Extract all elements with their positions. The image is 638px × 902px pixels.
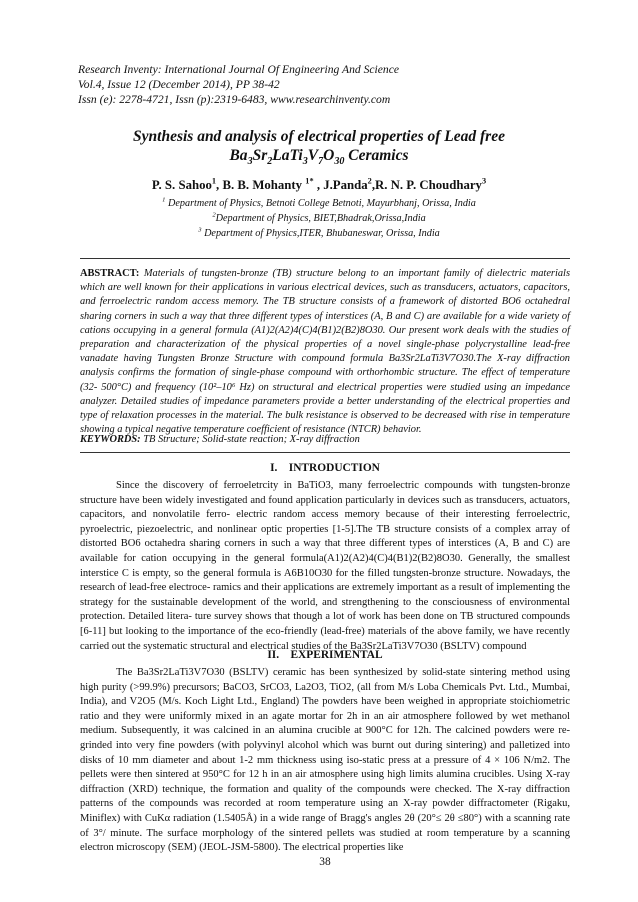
- divider: [80, 452, 570, 453]
- affiliation-2: $^2$Department of Physics, BIET,Bhadrak,Orissa,India: [212, 211, 426, 224]
- affiliation-1: $^1$ Department of Physics, Betnoti College Betnoti, Mayurbhanj, Orissa, India: [162, 196, 476, 209]
- author-list: P. S. Sahoo$^1$, B. B. Mohanty $^{1*}$ , J.Panda$^2$,R. N. P. Choudhary$^3$: [151, 176, 487, 192]
- keywords: [80, 434, 570, 445]
- affiliation-3: $^3$ Department of Physics,ITER, Bhubaneswar, Orissa, India: [198, 226, 440, 239]
- page-number: 38: [319, 856, 331, 868]
- author-name: P. S. Sahoo: [151, 178, 212, 192]
- experimental-paragraph: The Ba3Sr2LaTi3V7O30 (BSLTV) ceramic has been synthesized by solid-state sintering method using high purity (>99.9%) precursors; BaCO3, SrCO3, La2O3, TiO2, (all from M/s Loba Chemicals Pvt. Ltd., Mumbai, India), and V2O5 (M/s. Koch Light Ltd., England) The powders have been weighed in appropriate stoichiometric ratio and they were uniformly mixed in an agate mortar for 2h in an air atmosphere followed by wet methanol medium. Subsequently, it was calcined in an alumina crucible at 900°C for 12h. The calcined powders were re-grinded into very fine powders (with polyvinyl alcohol which was burnt out during sintering) and palletized into disks of 10 mm diameter and about 1-2 mm thickness using iso-static press at a pressure of 4 × 106 N/m2. The pellets were then sintered at 950°C for 12 h in an air atmosphere using high limits alumina crucibles. Using X-ray diffraction (XRD) technique, the formation and quality of the compounds were checked. The X-ray diffraction patterns of the compounds was recorded at room temperature using an X-ray powder diffractometer (Rigaku, Miniflex) with CuKα radiation (1.5405Å) in a wide range of Bragg's angles 2θ (20°≤ 2θ ≤80°) with a scanning rate of 3°/ minute. The surface morphology of the sintered pellets was studied at room temperature by a scanning electron microscopy (SEM) (JEOL-JSM-5800). The electrical properties like: [80, 667, 570, 854]
- divider: [80, 258, 570, 259]
- journal-issn: Issn (e): 2278-4721, Issn (p):2319-6483, www.researchinventy.com: [78, 93, 391, 106]
- paper-title: [60, 127, 578, 168]
- journal-name: Research Inventy: International Journal Of Engineering And Science: [78, 63, 399, 76]
- abstract: [80, 267, 570, 437]
- introduction-body: [80, 479, 570, 654]
- section-heading-experimental: II. EXPERIMENTAL: [267, 649, 383, 661]
- author-name: , J.Panda: [316, 178, 368, 192]
- author-name: ,R. N. P. Choudhary: [371, 178, 482, 192]
- introduction-paragraph: Since the discovery of ferroeletrcity in BaTiO3, many ferroelectric compounds with tungsten-bronze structure have been widely investigated and found application particularly in devices such as transducers, actuators, capacitors, and nonvolatile ferro- electric random access memory because of their interesting ferroelectric, pyroelectric, piezoelectric, and nonlinear optic properties [1-5].The TB structure consists of a complex array of distorted BO6 octahedra sharing corners in such a way that three different types of interstices (A, B and C) are available for cation occupying in the general formula(A1)2(A2)4(C)4(B1)2(B2)8O30. Generally, the smallest interstice C is empty, so the general formula is A6B10O30 for the filled tungsten-bronze structure. Nowadays, the research of lead-free electroce- ramics and their applications are extremely important as a result of implementing the strategy for the sustainable development of the world, and strengthening to the consciousness of environmental protection. Detailed litera- ture survey shows that though a lot of work has been done on TB structured compounds [6-11] but looking to the importance of the eco-friendly (lead-free) materials of the above family, we have recently carried out the systematic structural and electrical studies of the Ba3Sr2LaTi3V7O30 (BSLTV) compound: [80, 480, 570, 652]
- keywords-text: TB Structure; Solid-state reaction; X-ray diffraction: [143, 434, 360, 445]
- paper-title-line-1: Synthesis and analysis of electrical properties of Lead free: [133, 128, 505, 145]
- abstract-label: ABSTRACT:: [80, 268, 140, 279]
- journal-volume: Vol.4, Issue 12 (December 2014), PP 38-42: [78, 78, 280, 91]
- author-name: , B. B. Mohanty: [216, 178, 303, 192]
- keywords-label: KEYWORDS:: [80, 434, 141, 445]
- experimental-body: [80, 666, 570, 856]
- journal-header: [78, 62, 578, 107]
- section-heading-introduction: I. INTRODUCTION: [270, 462, 380, 474]
- paper-title-line-2: $Ba_3Sr_2LaTi_3V_7O_{30}$ Ceramics: [229, 147, 409, 168]
- abstract-text: Materials of tungsten-bronze (TB) structure belong to an important family of dielectric materials which are well known for their applications in various electrical devices, such as transducers, actuators, capacitors, and ferroelectric random access memory. The TB structure consists of a framework of distorted BO6 octahedral sharing corners in such a way that three different types of interstices (A, B and C) are available for a wide variety of cations occupying in a general formula (A1)2(A2)4(C)4(B1)2(B2)8O30. Our present work deals with the studies of preparation and characterization of the physical properties of a novel single-phase polycrystalline lead-free vanadate having Tungsten Bronze Structure with compound formula Ba3Sr2LaTi3V7O30.The X-ray diffraction analysis confirms the formation of single-phase compound with orthorhombic structure. The effect of temperature (32- 500°C) and frequency (10²–10⁶ Hz) on structural and electrical properties were studied using an impedance analyzer. Detailed studies of impedance parameters provide a better understanding of the electrical properties and type of relaxation processes in the material. The bulk resistance is observed to be decreased with rise in temperature showing a typical negative temperature coefficient of resistance (NTCR) behavior.: [80, 268, 570, 436]
